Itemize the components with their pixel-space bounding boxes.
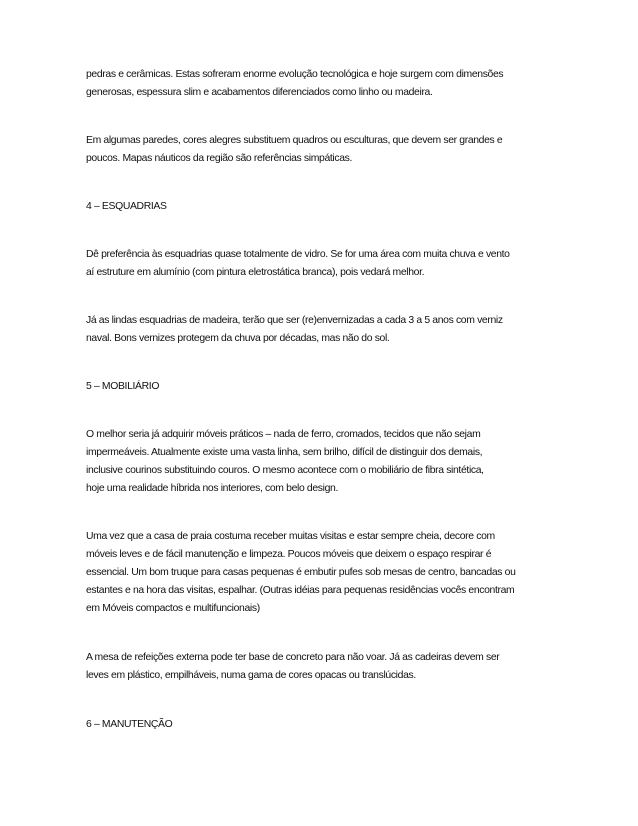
text-line: Dê preferência às esquadrias quase totalmente de vidro. Se for uma área com muita chuva e vento — [86, 249, 510, 260]
spacer — [86, 618, 556, 649]
text-line: Em algumas paredes, cores alegres substituem quadros ou esculturas, que devem ser grandes e — [86, 135, 503, 146]
spacer — [86, 102, 556, 132]
text-line: generosas, espessura slim e acabamentos diferenciados como linho ou madeira. — [86, 87, 433, 98]
text-line: Já as lindas esquadrias de madeira, terão que ser (re)envernizadas a cada 3 a 5 anos com verniz — [86, 315, 503, 326]
paragraph-casa-praia — [86, 528, 556, 618]
text-line: A mesa de refeições externa pode ter base de concreto para não voar. Já as cadeiras devem ser — [86, 652, 500, 663]
text-line: poucos. Mapas náuticos da região são referências simpáticas. — [86, 153, 353, 164]
section-heading-esquadrias — [86, 198, 556, 216]
text-line: hoje uma realidade híbrida nos interiores, com belo design. — [86, 483, 338, 494]
spacer — [86, 168, 556, 198]
text-line: impermeáveis. Atualmente existe uma vasta linha, sem brilho, difícil de distinguir dos demais, — [86, 447, 483, 458]
spacer — [86, 396, 556, 426]
text-line: móveis leves e de fácil manutenção e limpeza. Poucos móveis que deixem o espaço respirar é — [86, 549, 492, 560]
spacer — [86, 685, 556, 716]
text-line: pedras e cerâmicas. Estas sofreram enorme evolução tecnológica e hoje surgem com dimensões — [86, 69, 504, 80]
text-line: O melhor seria já adquirir móveis práticos – nada de ferro, cromados, tecidos que não sejam — [86, 429, 481, 440]
paragraph-paredes — [86, 132, 556, 168]
text-line: leves em plástico, empilháveis, numa gama de cores opacas ou translúcidas. — [86, 670, 416, 681]
heading-text: 6 – MANUTENÇÃO — [86, 719, 173, 730]
paragraph-moveis-praticos — [86, 426, 556, 498]
spacer — [86, 348, 556, 378]
text-line: essencial. Um bom truque para casas pequenas é embutir pufes sob mesas de centro, bancadas ou — [86, 567, 516, 578]
paragraph-esquadrias-vidro — [86, 246, 556, 282]
spacer — [86, 498, 556, 528]
text-line: Uma vez que a casa de praia costuma receber muitas visitas e estar sempre cheia, decore com — [86, 531, 495, 542]
spacer — [86, 282, 556, 312]
document-page — [86, 66, 556, 734]
text-line: naval. Bons vernizes protegem da chuva por décadas, mas não do sol. — [86, 333, 390, 344]
paragraph-esquadrias-madeira — [86, 312, 556, 348]
text-line: em Móveis compactos e multifuncionais) — [86, 603, 260, 614]
paragraph-pedras — [86, 66, 556, 102]
heading-text: 4 – ESQUADRIAS — [86, 201, 167, 212]
section-heading-mobiliario — [86, 378, 556, 396]
text-line: inclusive courinos substituindo couros. O mesmo acontece com o mobiliário de fibra sintética, — [86, 465, 484, 476]
text-line: aí estruture em alumínio (com pintura eletrostática branca), pois vedará melhor. — [86, 267, 425, 278]
text-line: estantes e na hora das visitas, espalhar. (Outras idéias para pequenas residências vocês encontram — [86, 585, 515, 596]
spacer — [86, 216, 556, 246]
section-heading-manutencao — [86, 716, 556, 734]
paragraph-mesa-refeicoes — [86, 649, 556, 685]
heading-text: 5 – MOBILIÁRIO — [86, 381, 160, 392]
